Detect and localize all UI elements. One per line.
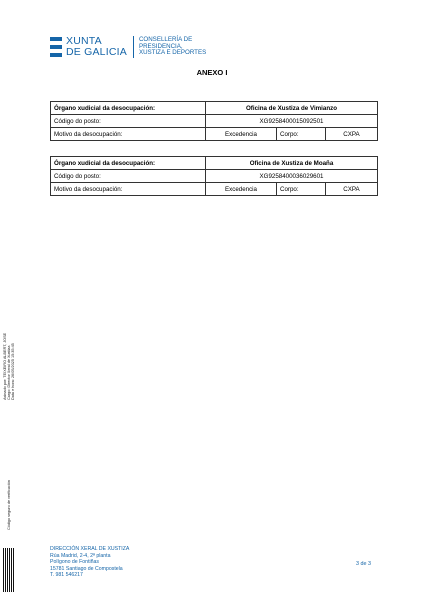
signature-line-3: Data e hora: 26/05/2025 15:35:45 [11, 343, 15, 400]
footer-line-5: T. 981 546217 [50, 572, 83, 579]
corpo-label: Corpo: [277, 183, 326, 196]
signature-sidebar [3, 320, 15, 400]
organo-value: Oficina de Xustiza de Vimianzo [206, 102, 378, 115]
motivo-value: Excedencia [206, 128, 277, 141]
motivo-label: Motivo da desocupación: [51, 183, 206, 196]
table-row [51, 128, 378, 141]
logo-divider [133, 36, 134, 58]
dept-line-2: PRESIDENCIA, [138, 42, 183, 50]
corpo-value: CXPA [326, 128, 378, 141]
signature-line-1: Asinado por: TEIXEIRO ALBERT, JOSE [3, 332, 7, 400]
footer-line-2: Rúa Madrid, 2-4, 2ª planta [50, 552, 111, 559]
page-header [50, 34, 206, 60]
motivo-value: Excedencia [206, 183, 277, 196]
page-number: 3 de 3 [356, 561, 371, 567]
department-name [139, 37, 206, 57]
organo-label: Órgano xudicial da desocupación: [51, 157, 206, 170]
verification-text: Código seguro de verificación [7, 479, 11, 530]
dept-line-3: XUSTIZA E DEPORTES [138, 49, 207, 57]
footer-line-4: 15781 Santiago de Compostela [50, 565, 123, 572]
document-title: ANEXO I [196, 68, 228, 77]
motivo-label: Motivo da desocupación: [51, 128, 206, 141]
vacancy-table-1 [50, 101, 378, 141]
table-row [51, 170, 378, 183]
codigo-label: Código do posto: [51, 170, 206, 183]
footer-address [50, 546, 129, 579]
corpo-label: Corpo: [277, 128, 326, 141]
codigo-label: Código do posto: [51, 115, 206, 128]
table-row [51, 102, 378, 115]
vacancy-table-2 [50, 156, 378, 196]
logo-line-1: XUNTA [66, 35, 102, 47]
codigo-value: XG9258400036029601 [206, 170, 378, 183]
xunta-logo-icon [50, 37, 62, 57]
table-row [51, 115, 378, 128]
table-row [51, 183, 378, 196]
organo-label: Órgano xudicial da desocupación: [51, 102, 206, 115]
codigo-value: XG9258400015092501 [206, 115, 378, 128]
footer-line-3: Polígono de Fontiñas [50, 559, 100, 566]
footer-line-1: DIRECCIÓN XERAL DE XUSTIZA [50, 546, 130, 552]
signature-line-2: Cargo: Director Xeral de Xustiza [7, 345, 11, 400]
corpo-value: CXPA [326, 183, 378, 196]
verification-sidebar [3, 470, 15, 550]
qr-code-icon [3, 548, 15, 592]
xunta-logo-text [66, 36, 127, 58]
dept-line-1: CONSELLERÍA DE [138, 35, 193, 43]
logo-line-2: DE GALICIA [66, 46, 127, 58]
organo-value: Oficina de Xustiza de Moaña [206, 157, 378, 170]
table-row [51, 157, 378, 170]
